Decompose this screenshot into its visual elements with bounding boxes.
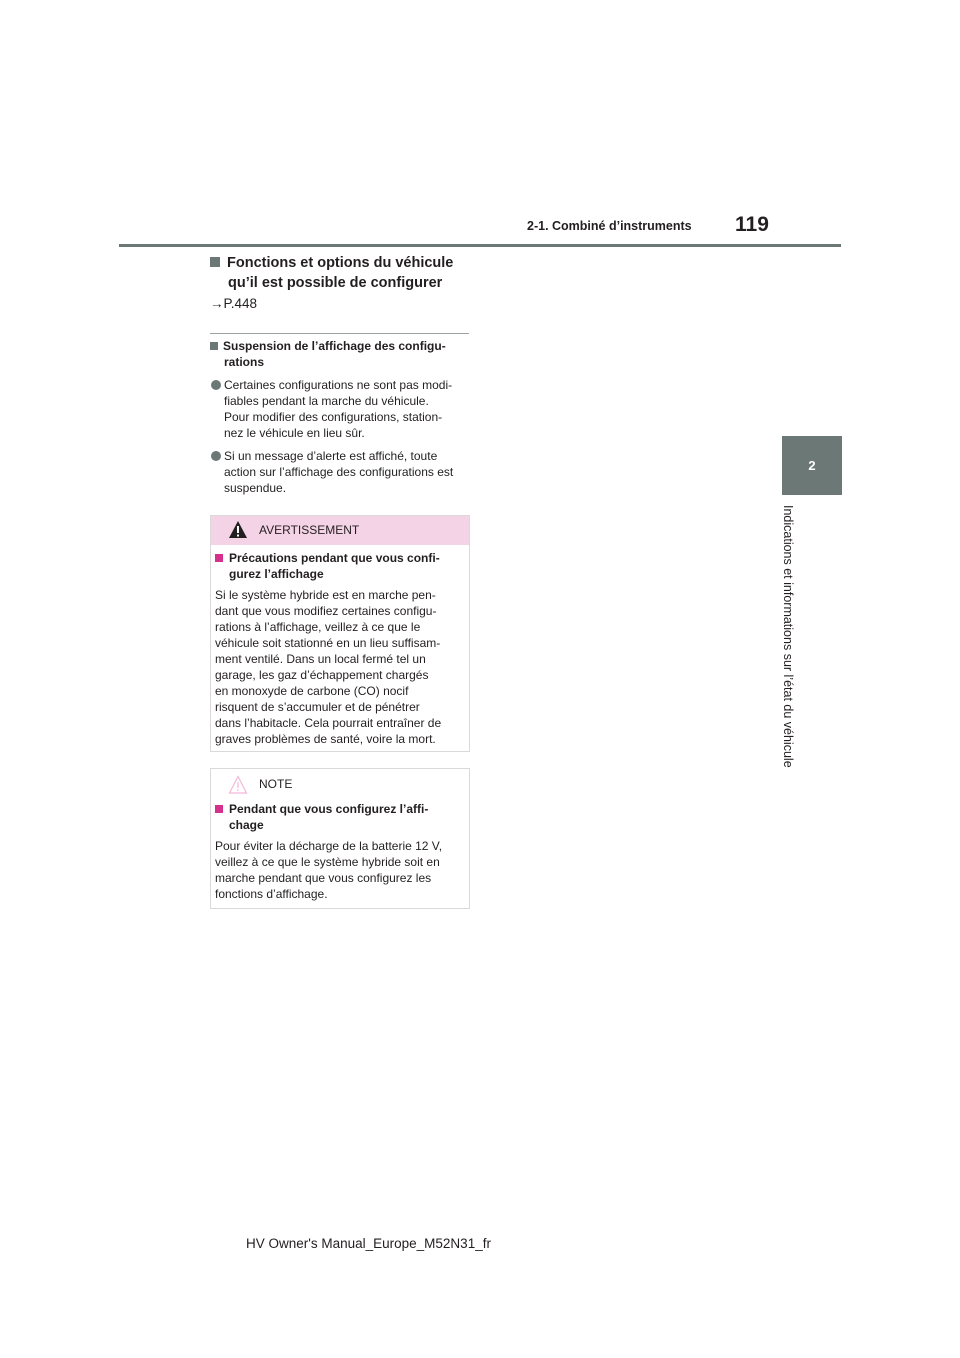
circle-bullet-icon	[211, 451, 221, 461]
chapter-title: Indications et informations sur l’état du véhicule	[781, 505, 795, 768]
note-title: NOTE	[259, 777, 293, 791]
chapter-side-label	[765, 505, 825, 795]
chapter-tab	[782, 436, 842, 495]
warning-header	[211, 516, 469, 545]
page-number: 119	[735, 213, 769, 236]
warning-body: Si le système hybride est en marche pen- dant que vous modifiez certaines configu- rations à l’affichage, veillez à ce que le véhicule soit stationné en un lieu suffisam- ment ventilé. Dans un local fermé tel un garage, les gaz d’échappement chargés en monoxyde de carbone (CO) nocif risquent de s’accumuler et de pénétrer dans l’habitacle. Cela pourrait entraîner de graves problèmes de santé, voire la mort.	[215, 588, 442, 746]
note-heading	[215, 801, 465, 833]
sub-heading-line1: Suspension de l’affichage des configu-	[223, 339, 446, 353]
list-item-text: Si un message d’alerte est affiché, toute action sur l’affichage des configurations est suspendue.	[224, 449, 454, 495]
caution-triangle-icon	[228, 775, 248, 795]
warning-box	[210, 515, 470, 752]
square-bullet-icon	[210, 257, 220, 267]
warning-heading-line1: Précautions pendant que vous confi-	[229, 551, 440, 565]
note-body: Pour éviter la décharge de la batterie 12 V, veillez à ce que le système hybride soit en marche pendant que vous configurez les fonctions d’affichage.	[215, 839, 443, 901]
circle-bullet-icon	[211, 380, 221, 390]
square-bullet-icon	[210, 342, 218, 350]
sub-heading-line2: rations	[224, 355, 265, 369]
warning-heading-line2: gurez l’affichage	[229, 567, 324, 581]
page-reference-link[interactable]: P.448	[223, 296, 258, 311]
sub-heading	[210, 338, 472, 370]
page-reference	[210, 296, 257, 311]
header-rule	[119, 244, 841, 247]
list-item	[210, 377, 472, 441]
main-heading-line1: Fonctions et options du véhicule	[227, 255, 454, 271]
list-item	[210, 448, 472, 496]
section-title: 2-1. Combiné d’instruments	[527, 219, 692, 233]
main-heading-line2: qu’il est possible de configurer	[228, 275, 443, 291]
square-bullet-icon	[215, 805, 223, 813]
warning-heading	[215, 550, 465, 582]
note-heading-line2: chage	[229, 818, 264, 832]
warning-title: AVERTISSEMENT	[259, 523, 360, 537]
main-heading	[210, 253, 470, 293]
arrow-icon: →	[210, 296, 224, 311]
chapter-number: 2	[808, 458, 816, 473]
list-item-text: Certaines configurations ne sont pas modi- fiables pendant la marche du véhicule. Pour modifier des configurations, station- nez le véhicule en lieu sûr.	[224, 378, 453, 440]
warning-triangle-icon	[228, 520, 248, 540]
footer-text: HV Owner's Manual_Europe_M52N31_fr	[246, 1236, 491, 1251]
square-bullet-icon	[215, 554, 223, 562]
note-heading-line1: Pendant que vous configurez l’affi-	[229, 802, 429, 816]
section-divider	[210, 333, 469, 334]
note-box	[210, 768, 470, 909]
